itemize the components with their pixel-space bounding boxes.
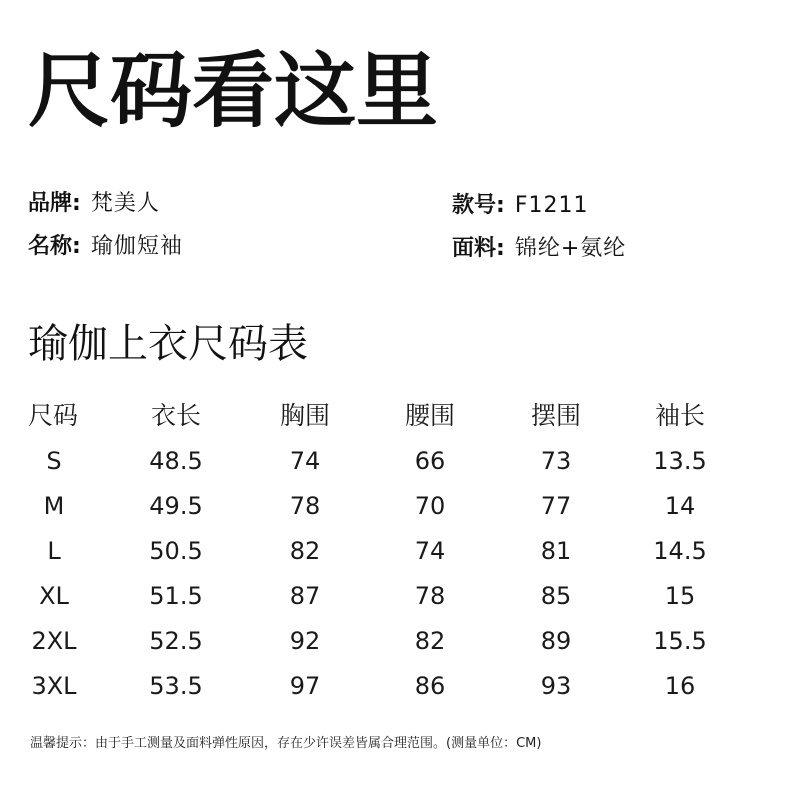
table-cell: 78 xyxy=(414,582,446,610)
table-cell: 49.5 xyxy=(149,492,203,520)
table-cell: 89 xyxy=(540,627,572,655)
table-header-cell: 胸围 xyxy=(279,401,330,430)
table-cell: 14.5 xyxy=(653,537,707,565)
table-cell: 73 xyxy=(540,447,572,475)
style-number-info xyxy=(452,191,588,221)
table-cell: 92 xyxy=(289,627,321,655)
table-size-cell: S xyxy=(46,447,62,475)
table-size-cell: XL xyxy=(39,582,69,610)
table-cell: 81 xyxy=(540,537,572,565)
fabric-value: 锦纶+氨纶 xyxy=(514,236,627,261)
size-table-title: 瑜伽上衣尺码表 xyxy=(28,321,308,367)
style-number-separator: : xyxy=(496,193,505,218)
table-cell: 97 xyxy=(289,672,321,700)
table-cell: 15 xyxy=(664,582,696,610)
table-cell: 86 xyxy=(414,672,446,700)
table-header-cell: 摆围 xyxy=(530,401,581,430)
table-cell: 70 xyxy=(414,492,446,520)
table-cell: 50.5 xyxy=(149,537,203,565)
table-cell: 53.5 xyxy=(149,672,203,700)
table-size-cell: 2XL xyxy=(31,627,77,655)
table-header-cell: 尺码 xyxy=(28,401,79,430)
table-cell: 74 xyxy=(289,447,321,475)
table-cell: 85 xyxy=(540,582,572,610)
product-name-value: 瑜伽短袖 xyxy=(90,234,183,259)
table-cell: 48.5 xyxy=(149,447,203,475)
fabric-label: 面料 xyxy=(452,236,497,261)
table-cell: 82 xyxy=(414,627,446,655)
table-cell: 51.5 xyxy=(149,582,203,610)
style-number-value: F1211 xyxy=(514,193,589,218)
table-header-cell: 袖长 xyxy=(654,401,705,430)
table-size-cell: L xyxy=(47,537,61,565)
table-cell: 15.5 xyxy=(653,627,707,655)
product-name-separator: : xyxy=(72,234,81,259)
table-size-cell: M xyxy=(43,492,65,520)
table-cell: 78 xyxy=(289,492,321,520)
brand-separator: : xyxy=(72,191,81,216)
table-cell: 13.5 xyxy=(653,447,707,475)
brand-value: 梵美人 xyxy=(90,191,160,216)
table-cell: 14 xyxy=(664,492,696,520)
footnote: 温馨提示：由于手工测量及面料弹性原因，存在少许误差皆属合理范围。(测量单位：CM) xyxy=(30,736,542,751)
table-cell: 16 xyxy=(664,672,696,700)
page-title: 尺码看这里 xyxy=(28,44,439,139)
table-cell: 77 xyxy=(540,492,572,520)
style-number-label: 款号 xyxy=(452,193,497,218)
brand-label: 品牌 xyxy=(28,191,73,216)
fabric-info xyxy=(452,234,626,264)
table-cell: 82 xyxy=(289,537,321,565)
table-cell: 74 xyxy=(414,537,446,565)
brand-info xyxy=(28,189,160,219)
table-cell: 66 xyxy=(414,447,446,475)
table-cell: 52.5 xyxy=(149,627,203,655)
table-cell: 87 xyxy=(289,582,321,610)
product-name-info xyxy=(28,232,183,262)
fabric-separator: : xyxy=(496,236,505,261)
table-size-cell: 3XL xyxy=(31,672,77,700)
table-header-cell: 腰围 xyxy=(404,401,455,430)
table-header-cell: 衣长 xyxy=(150,401,201,430)
table-cell: 93 xyxy=(540,672,572,700)
product-name-label: 名称 xyxy=(28,234,73,259)
